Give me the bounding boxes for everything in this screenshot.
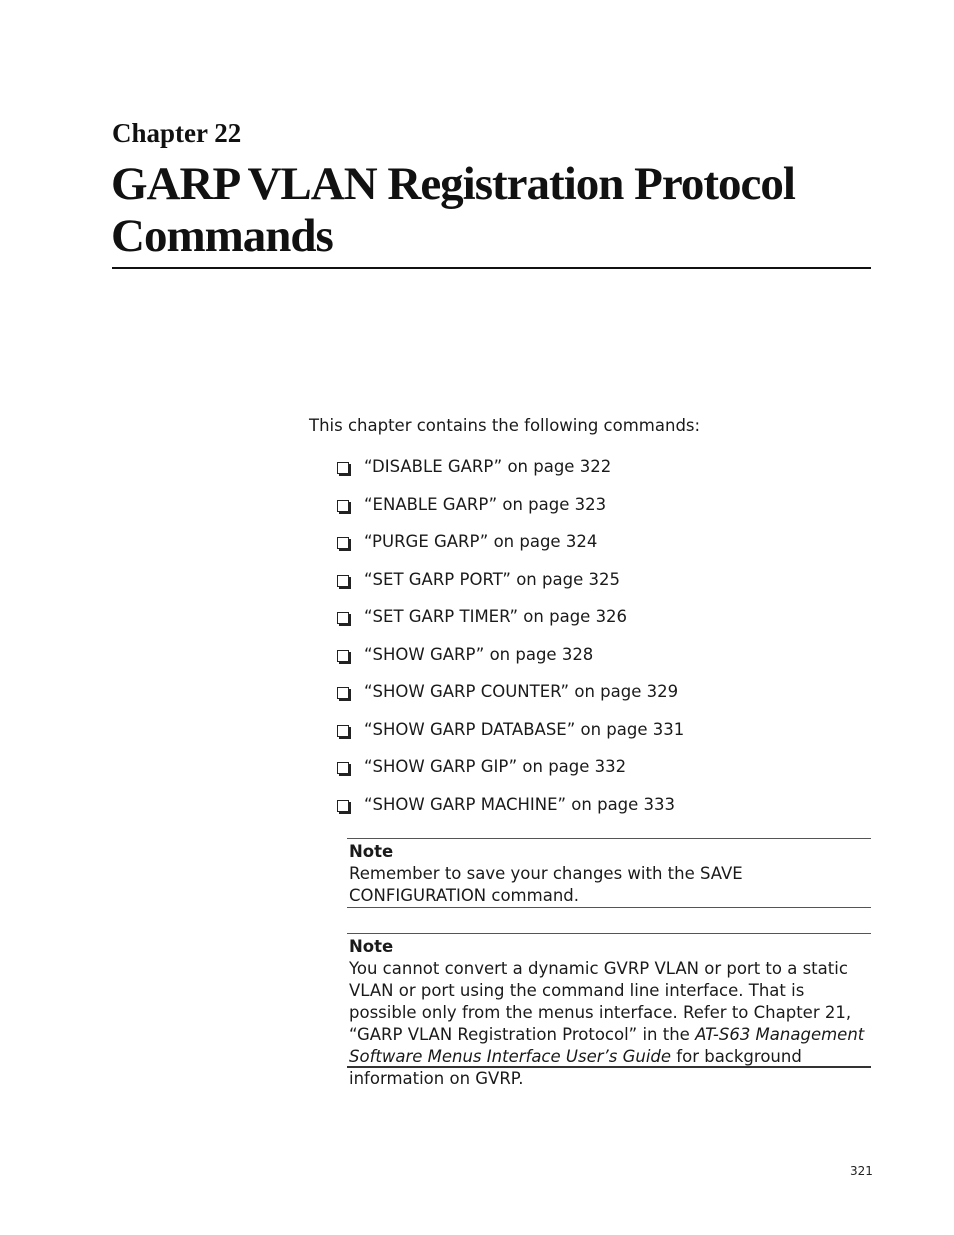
page-number: 321 — [850, 1164, 873, 1178]
command-link[interactable]: “SHOW GARP” on page 328 — [364, 644, 594, 664]
checkbox-bullet-icon — [337, 462, 349, 474]
note-gvrp-conversion — [347, 933, 871, 1088]
note-text: Remember to save your changes with the SAVE CONFIGURATION command. — [349, 864, 743, 905]
note-text-after: for background information on GVRP. — [349, 1047, 802, 1088]
command-link[interactable]: “DISABLE GARP” on page 322 — [364, 457, 612, 476]
command-link[interactable]: “ENABLE GARP” on page 323 — [364, 494, 607, 514]
note-heading: Note — [349, 937, 394, 956]
command-list — [337, 456, 684, 831]
list-item[interactable] — [337, 456, 684, 494]
checkbox-bullet-icon — [337, 612, 349, 624]
note-heading: Note — [349, 842, 394, 861]
command-link[interactable]: “PURGE GARP” on page 324 — [364, 532, 598, 551]
checkbox-bullet-icon — [337, 650, 349, 662]
title-rule — [112, 267, 871, 269]
list-item[interactable] — [337, 756, 684, 794]
checkbox-bullet-icon — [337, 575, 349, 587]
note-text-before: You cannot convert a dynamic GVRP VLAN or port to a static VLAN or port using the command line interface. That is possible only from the menus interface. Refer to Chapter 21, “GARP VLAN Registration Protocol” in the — [349, 959, 852, 1044]
command-link[interactable]: “SHOW GARP COUNTER” on page 329 — [364, 682, 679, 701]
checkbox-bullet-icon — [337, 687, 349, 699]
list-item[interactable] — [337, 569, 684, 607]
command-link[interactable]: “SHOW GARP GIP” on page 332 — [364, 757, 627, 776]
list-item[interactable] — [337, 794, 684, 832]
list-item[interactable] — [337, 494, 684, 532]
guide-title: AT-S63 Management Software Menus Interface User’s Guide — [349, 1025, 865, 1066]
intro-text: This chapter contains the following commands: — [309, 416, 701, 435]
chapter-title: GARP VLAN Registration Protocol Commands — [111, 158, 795, 262]
note-save-config — [347, 838, 871, 908]
checkbox-bullet-icon — [337, 500, 349, 512]
list-item[interactable] — [337, 681, 684, 719]
command-link[interactable]: “SET GARP PORT” on page 325 — [364, 569, 620, 589]
checkbox-bullet-icon — [337, 800, 349, 812]
list-item[interactable] — [337, 606, 684, 644]
list-item[interactable] — [337, 719, 684, 757]
checkbox-bullet-icon — [337, 537, 349, 549]
checkbox-bullet-icon — [337, 725, 349, 737]
list-item[interactable] — [337, 644, 684, 682]
command-link[interactable]: “SET GARP TIMER” on page 326 — [364, 607, 628, 626]
command-link[interactable]: “SHOW GARP MACHINE” on page 333 — [364, 794, 676, 814]
command-link[interactable]: “SHOW GARP DATABASE” on page 331 — [364, 719, 685, 739]
checkbox-bullet-icon — [337, 762, 349, 774]
chapter-label: Chapter 22 — [112, 118, 242, 148]
list-item[interactable] — [337, 531, 684, 569]
